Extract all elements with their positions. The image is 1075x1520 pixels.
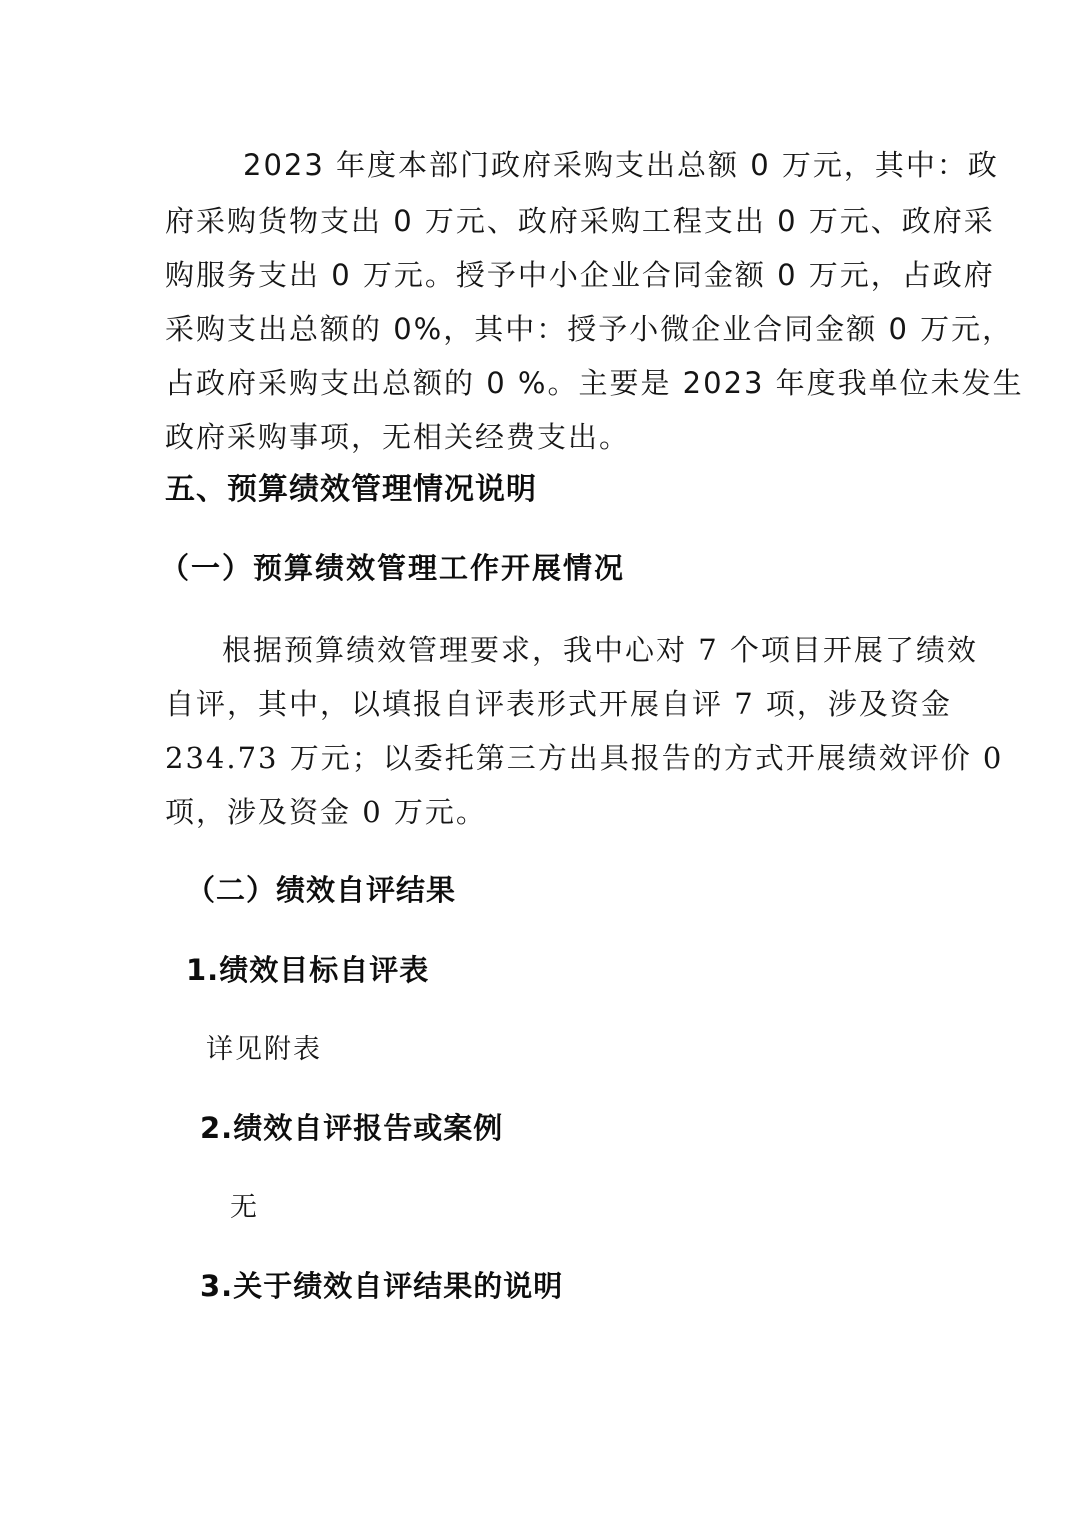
- item-heading: 3.关于绩效自评结果的说明: [200, 1269, 564, 1303]
- paragraph-line: 采购支出总额的 0%，其中：授予小微企业合同金额 0 万元，: [165, 312, 1014, 346]
- paragraph-line: 根据预算绩效管理要求，我中心对 7 个项目开展了绩效: [222, 633, 978, 667]
- item-heading: 1.绩效目标自评表: [186, 953, 430, 987]
- paragraph-line: 自评，其中，以填报自评表形式开展自评 7 项，涉及资金: [165, 687, 952, 721]
- paragraph-line: 项，涉及资金 0 万元。: [165, 795, 487, 829]
- paragraph-line: 购服务支出 0 万元。授予中小企业合同金额 0 万元，占政府: [165, 258, 995, 292]
- item-text: 无: [230, 1192, 259, 1223]
- paragraph-line: 2023 年度本部门政府采购支出总额 0 万元，其中：政: [243, 148, 999, 182]
- item-text: 详见附表: [206, 1034, 322, 1065]
- section-heading: 五、预算绩效管理情况说明: [165, 472, 537, 507]
- paragraph-line: 府采购货物支出 0 万元、政府采购工程支出 0 万元、政府采: [165, 204, 995, 238]
- subsection-heading: （二）绩效自评结果: [186, 873, 457, 907]
- item-heading: 2.绩效自评报告或案例: [200, 1111, 504, 1145]
- paragraph-line: 234.73 万元；以委托第三方出具报告的方式开展绩效评价 0: [165, 741, 1004, 775]
- subsection-heading: （一）预算绩效管理工作开展情况: [160, 551, 626, 585]
- paragraph-line: 占政府采购支出总额的 0 %。主要是 2023 年度我单位未发生: [165, 366, 1024, 400]
- paragraph-line: 政府采购事项，无相关经费支出。: [165, 420, 631, 454]
